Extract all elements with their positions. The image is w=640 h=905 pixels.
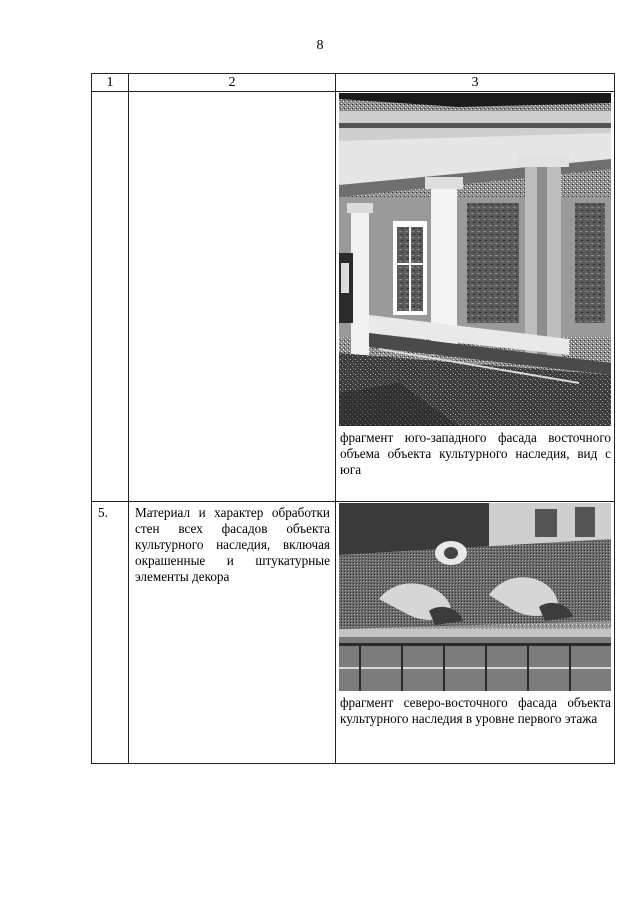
photo-cell xyxy=(336,92,615,502)
facade-photo-southwest xyxy=(339,93,611,426)
photo-caption: фрагмент северо-восточного фасада объекта культурного наследия в уровне первого этажа xyxy=(340,695,611,726)
table-row xyxy=(92,502,615,764)
photo-cell xyxy=(336,502,615,764)
table-header-row xyxy=(92,74,615,92)
row-description: Материал и характер обработки стен всех фасадов объекта культурного наследия, включая окрашенные и штукатурные элементы декора xyxy=(129,502,336,764)
page-number: 8 xyxy=(316,38,324,53)
photo-caption: фрагмент юго-западного фасада восточного объема объекта культурного наследия, вид с юга xyxy=(340,430,611,477)
row-number xyxy=(92,92,129,502)
row-number: 5. xyxy=(92,502,129,764)
table-row xyxy=(92,92,615,502)
column-header-3: 3 xyxy=(336,74,615,92)
facade-photo-northeast xyxy=(339,503,611,691)
heritage-elements-table xyxy=(91,73,615,764)
column-header-2: 2 xyxy=(129,74,336,92)
column-header-1: 1 xyxy=(92,74,129,92)
row-description xyxy=(129,92,336,502)
